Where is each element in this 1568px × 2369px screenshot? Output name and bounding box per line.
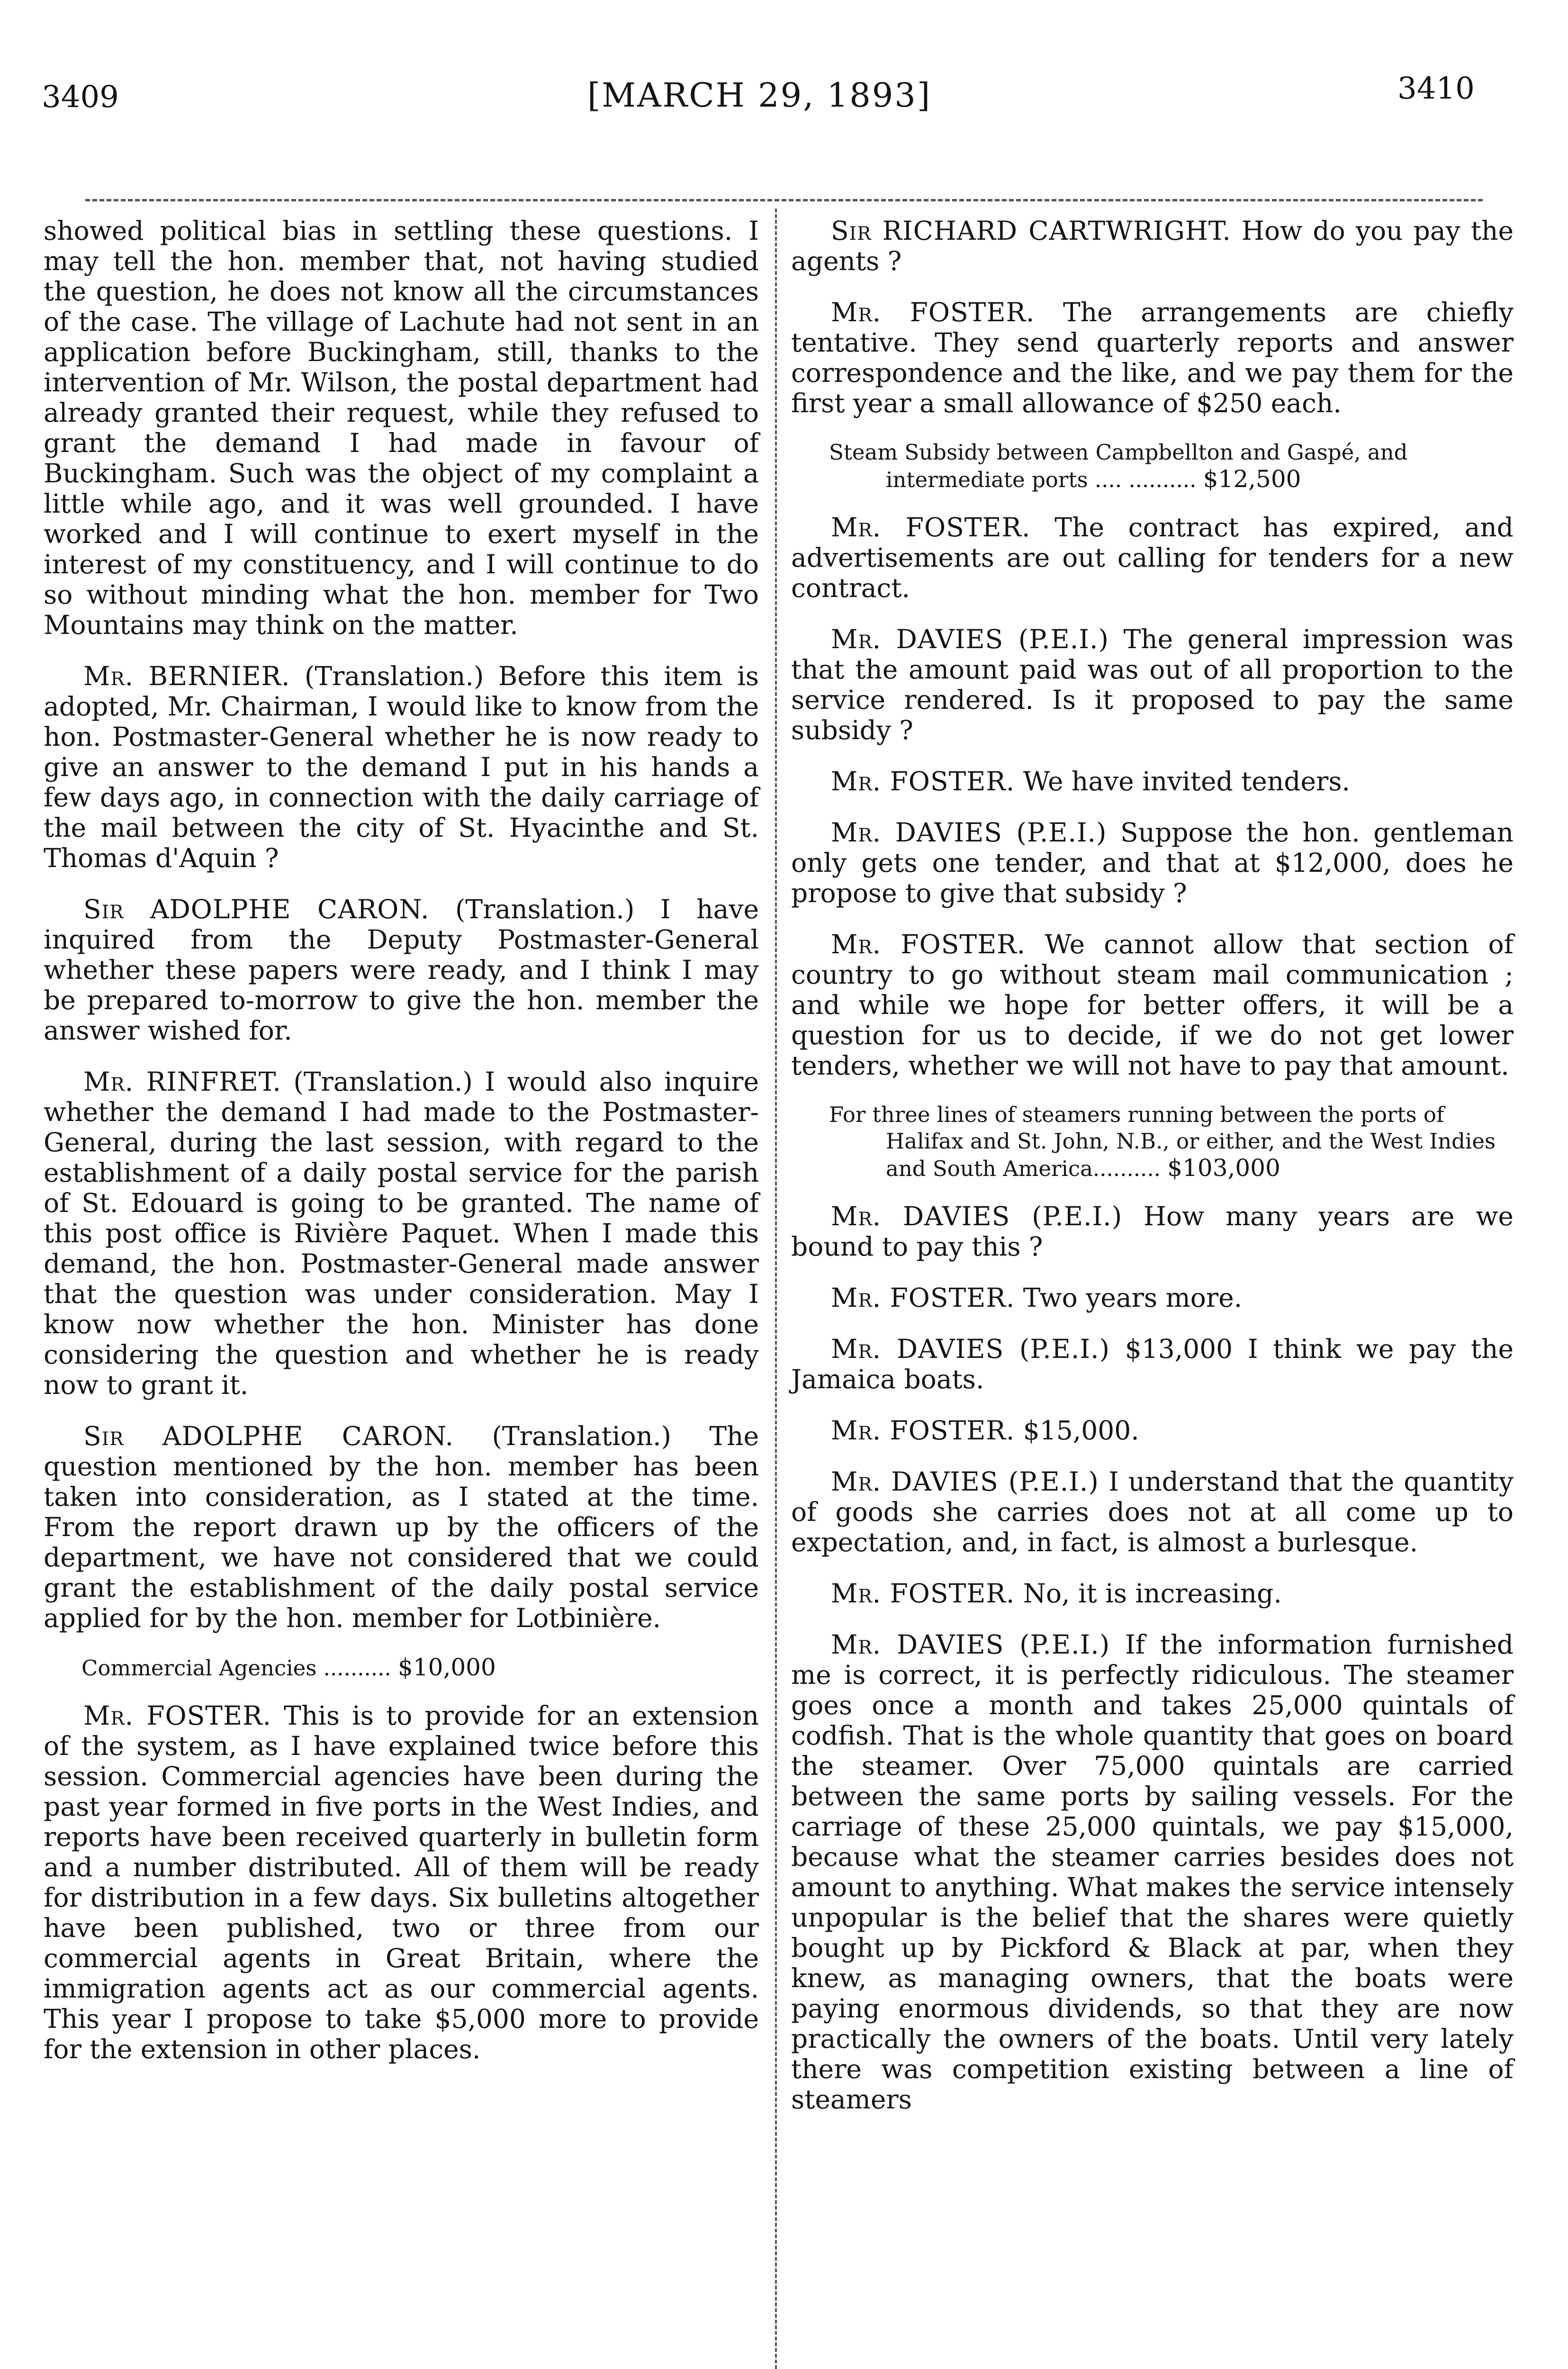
speaker-name: Mr. DAVIES (P.E.I.) xyxy=(831,1334,1110,1364)
left-column xyxy=(44,216,759,2085)
speech-text: (Translation.) Before this item is adopted, Mr. Chairman, I would like to know from the hon. Postmaster-General whether he is now ready to give an answer to the demand I put in his hands a few days ago, in connection with the daily carriage of the mail between the city of St. Hyacinthe and St. Thomas d'Aquin ? xyxy=(44,661,759,873)
speech-paragraph xyxy=(791,1334,1514,1394)
speaker-name: Sir RICHARD CARTWRIGHT. xyxy=(831,216,1231,246)
speaker-name: Mr. FOSTER. xyxy=(831,512,1031,543)
column-divider xyxy=(775,208,777,2369)
vote-item-label: Commercial Agencies .......... xyxy=(81,1655,391,1681)
speech-paragraph xyxy=(44,1067,759,1400)
page-date: [MARCH 29, 1893] xyxy=(587,76,932,115)
right-page-number: 3410 xyxy=(1397,71,1475,106)
speech-paragraph xyxy=(791,1466,1514,1557)
speaker-name: Mr. FOSTER. xyxy=(831,1578,1015,1609)
speech-text: We have invited tenders. xyxy=(1015,766,1351,796)
speech-text: How do you pay the agents ? xyxy=(791,216,1514,276)
speech-paragraph xyxy=(44,216,759,640)
header-rule xyxy=(85,199,1483,201)
speech-text: We cannot allow that section of country to go without steam mail communication ; and while we hope for better offers, it will be a question for us to decide, if we do not get lower tenders, whether we will not have to pay that amount. xyxy=(791,929,1514,1081)
vote-item-label: Steam Subsidy between Campbellton and Gaspé, and intermediate ports .... .......... xyxy=(829,440,1408,492)
speech-text: I understand that the quantity of goods she carries does not at all come up to expectation, and, in fact, is almost a burlesque. xyxy=(791,1466,1514,1557)
speaker-name: Mr. FOSTER. xyxy=(831,1415,1015,1446)
vote-item-amount: $103,000 xyxy=(1167,1154,1280,1182)
speech-text: (Translation.) I have inquired from the Deputy Postmaster-General whether these papers were ready, and I think I may be prepared to-morrow to give the hon. member the answer wished for. xyxy=(44,894,759,1046)
speech-text: How many years are we bound to pay this ? xyxy=(791,1201,1514,1262)
speaker-name: Mr. DAVIES (P.E.I.) xyxy=(831,624,1109,654)
page-header xyxy=(0,0,1568,156)
speech-paragraph xyxy=(791,1578,1514,1609)
speech-text: The arrangements are chiefly tentative. They send quarterly reports and answer correspondence and the like, and we pay them for the first year a small allowance of $250 each. xyxy=(791,297,1514,418)
speaker-name: Mr. FOSTER. xyxy=(831,297,1035,327)
speaker-name: Mr. FOSTER. xyxy=(831,929,1026,959)
speech-paragraph xyxy=(791,1283,1514,1313)
speech-text: Two years more. xyxy=(1015,1283,1243,1313)
vote-item-amount: $12,500 xyxy=(1203,465,1301,493)
speech-text: (Translation.) The question mentioned by the hon. member has been taken into consideration, as I stated at the time. From the report drawn up by the officers of the department, we have not considered that we could grant the establishment of the daily postal service applied for by the hon. member for Lotbinière. xyxy=(44,1421,759,1633)
speaker-name: Mr. DAVIES (P.E.I.) xyxy=(831,1201,1123,1231)
left-page-number: 3409 xyxy=(42,80,119,115)
speaker-name: Mr. DAVIES (P.E.I.) xyxy=(831,1466,1099,1497)
speech-text: Suppose the hon. gentleman only gets one tender, and that at $12,000, does he propose to give that subsidy ? xyxy=(791,817,1514,908)
speaker-name: Mr. FOSTER. xyxy=(831,766,1015,796)
vote-item xyxy=(44,1654,759,1682)
speaker-name: Sir ADOLPHE CARON. xyxy=(83,1421,454,1451)
speaker-name: Mr. FOSTER. xyxy=(831,1283,1015,1313)
speaker-name: Mr. DAVIES (P.E.I.) xyxy=(831,817,1107,848)
vote-item-label: For three lines of steamers running between the ports of Halifax and St. John, N.B., or either, and the West Indies and South America.......... xyxy=(829,1102,1496,1181)
speech-text: The contract has expired, and advertisements are out calling for tenders for a new contract. xyxy=(791,512,1514,603)
speaker-name: Mr. BERNIER. xyxy=(83,661,290,691)
speech-paragraph xyxy=(791,929,1514,1081)
speech-text: The general impression was that the amount paid was out of all proportion to the service rendered. Is it proposed to pay the same subsidy ? xyxy=(791,624,1514,745)
vote-item-amount: $10,000 xyxy=(398,1654,496,1681)
speech-paragraph xyxy=(791,1201,1514,1262)
speech-paragraph xyxy=(44,661,759,873)
speech-text: This is to provide for an extension of the system, as I have explained twice before this session. Commercial agencies have been during the past year formed in five ports in the West Indies, and reports have been received quarterly in bulletin form and a number distributed. All of them will be ready for distribution in a few days. Six bulletins altogether have been published, two or three from our commercial agents in Great Britain, where the immigration agents act as our commercial agents. This year I propose to take $5,000 more to provide for the extension in other places. xyxy=(44,1700,759,2064)
speech-paragraph xyxy=(791,297,1514,418)
speech-paragraph xyxy=(791,766,1514,796)
speech-paragraph xyxy=(791,624,1514,745)
vote-item xyxy=(791,439,1514,493)
vote-item xyxy=(791,1102,1514,1182)
speech-paragraph xyxy=(44,1700,759,2064)
right-column xyxy=(791,216,1514,2135)
speech-text: (Translation.) I would also inquire whether the demand I had made to the Postmaster-General, during the last session, with regard to the establishment of a daily postal service for the parish of St. Edouard is going to be granted. The name of this post office is Rivière Paquet. When I made this demand, the hon. Postmaster-General made answer that the question was under consideration. May I know now whether the hon. Minister has done considering the question and whether he is ready now to grant it. xyxy=(44,1067,759,1400)
speaker-name: Mr. RINFRET. xyxy=(83,1067,281,1097)
speech-paragraph xyxy=(791,512,1514,603)
speech-paragraph xyxy=(791,216,1514,276)
speech-text: If the information furnished me is correct, it is perfectly ridiculous. The steamer goes once a month and takes 25,000 quintals of codfish. That is the whole quantity that goes on board the steamer. Over 75,000 quintals are carried between the same ports by sailing vessels. For the carriage of these 25,000 quintals, we pay $15,000, because what the steamer carries besides does not amount to anything. What makes the service intensely unpopular is the belief that the shares were quietly bought up by Pickford & Black at par, when they knew, as managing owners, that the boats were paying enormous dividends, so that they are now practically the owners of the boats. Until very lately there was competition existing between a line of steamers xyxy=(791,1629,1514,2115)
speech-paragraph xyxy=(44,1421,759,1633)
speech-text: $13,000 I think we pay the Jamaica boats. xyxy=(791,1334,1514,1394)
speech-text: showed political bias in settling these questions. I may tell the hon. member that, not having studied the question, he does not know all the circumstances of the case. The village of Lachute had not sent in an application before Buckingham, still, thanks to the intervention of Mr. Wilson, the postal department had already granted their request, while they refused to grant the demand I had made in favour of Buckingham. Such was the object of my complaint a little while ago, and it was well grounded. I have worked and I will continue to exert myself in the interest of my constituency, and I will continue to do so without minding what the hon. member for Two Mountains may think on the matter. xyxy=(44,216,759,640)
speaker-name: Mr. FOSTER. xyxy=(83,1700,271,1731)
speech-paragraph xyxy=(791,1415,1514,1446)
speech-paragraph xyxy=(791,817,1514,908)
speech-paragraph xyxy=(44,894,759,1046)
speech-text: $15,000. xyxy=(1015,1415,1139,1446)
speaker-name: Mr. DAVIES (P.E.I.) xyxy=(831,1629,1110,1660)
speaker-name: Sir ADOLPHE CARON. xyxy=(83,894,430,924)
speech-paragraph xyxy=(791,1629,1514,2115)
speech-text: No, it is increasing. xyxy=(1015,1578,1282,1609)
